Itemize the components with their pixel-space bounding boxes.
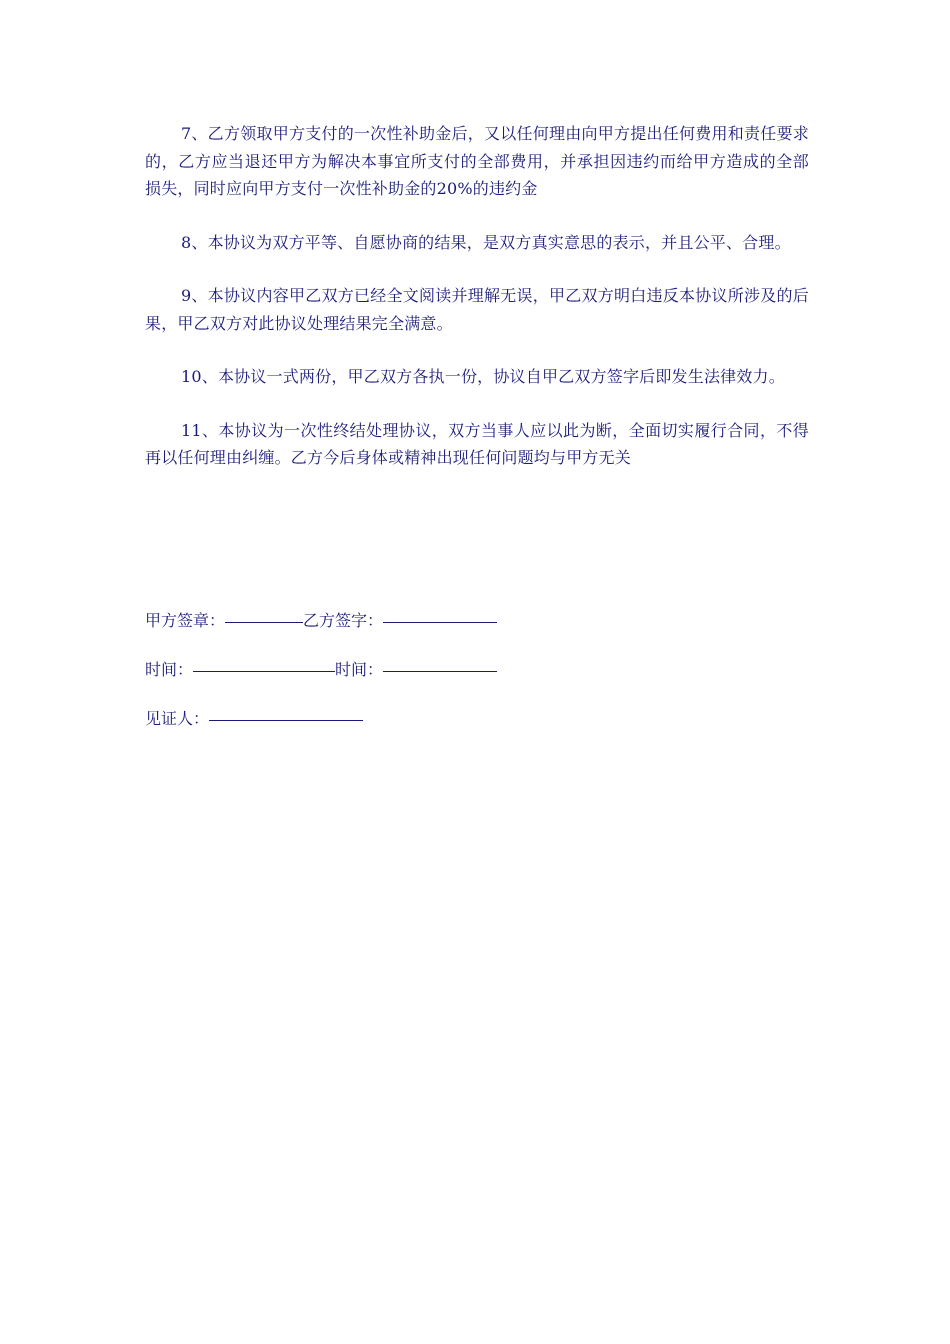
clause-11: 11、本协议为一次性终结处理协议，双方当事人应以此为断，全面切实履行合同，不得再以任何理由纠缠。乙方今后身体或精神出现任何问题均与甲方无关	[145, 420, 809, 467]
clause-10: 10、本协议一式两份，甲乙双方各执一份，协议自甲乙双方签字后即发生法律效力。	[181, 367, 785, 386]
party-a-signature-blank[interactable]	[225, 621, 303, 623]
signature-row	[145, 607, 645, 635]
clause-8: 8、本协议为双方平等、自愿协商的结果，是双方真实意思的表示，并且公平、合理。	[181, 232, 791, 252]
clause-7: 7、乙方领取甲方支付的一次性补助金后，又以任何理由向甲方提出任何费用和责任要求的，乙方应当退还甲方为解决本事宜所支付的全部费用，并承担因违约而给甲方造成的全部损失，同时应向甲方支付一次性补助金的20%的违约金	[145, 124, 809, 198]
witness-blank[interactable]	[209, 719, 363, 721]
party-a-time-label: 时间：	[145, 660, 194, 679]
agreement-body	[145, 120, 809, 498]
witness-label: 见证人：	[145, 709, 210, 728]
clause-9: 9、本协议内容甲乙双方已经全文阅读并理解无误，甲乙双方明白违反本协议所涉及的后果，甲乙双方对此协议处理结果完全满意。	[145, 286, 809, 333]
signature-block	[145, 607, 645, 754]
party-b-signature-label: 乙方签字：	[303, 611, 384, 630]
date-row	[145, 656, 645, 684]
party-b-time-label: 时间：	[335, 660, 384, 679]
party-a-signature-label: 甲方签章：	[145, 611, 226, 630]
party-a-time-blank[interactable]	[193, 670, 335, 672]
party-b-signature-blank[interactable]	[383, 621, 497, 623]
witness-row	[145, 705, 645, 733]
party-b-time-blank[interactable]	[383, 670, 497, 672]
